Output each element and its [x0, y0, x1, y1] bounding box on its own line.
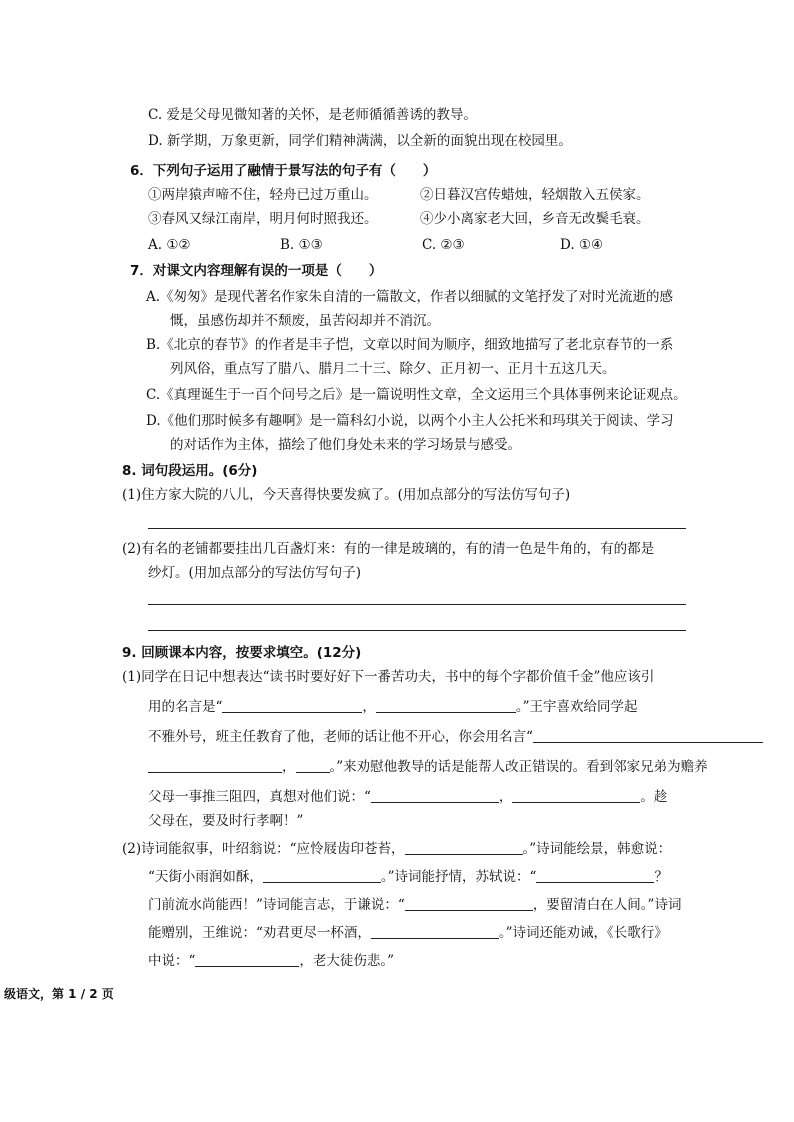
q9-part1-line2 — [148, 698, 638, 716]
q8-part2-answer-line-1[interactable] — [148, 604, 686, 605]
q8-part2-prompt-line2: 纱灯。(用加点部分的写法仿写句子) — [148, 565, 362, 581]
q9-blank-12[interactable] — [371, 924, 499, 939]
q6-sentence-3: ③春风又绿江南岸，明月何时照我还。 — [148, 211, 378, 227]
q9-part2-line4 — [148, 924, 668, 942]
q7-option-a-line1: A.《匆匆》是现代著名作家朱自清的一篇散文，作者以细腻的文笔抒发了对时光流逝的感 — [146, 289, 674, 305]
q9-blank-3[interactable] — [533, 728, 763, 743]
q9-text: 用的名言是“ — [148, 699, 223, 715]
q7-option-d-line2: 的对话作为主体，描绘了他们身处未来的学习场景与感受。 — [170, 437, 521, 453]
q9-text: (2)诗词能叙事，叶绍翁说：“应怜屐齿印苍苔， — [122, 841, 405, 857]
q9-part2-line5 — [148, 952, 394, 970]
q7-option-a-line2: 慨，虽感伤却并不颓废，虽苦闷却并不消沉。 — [170, 313, 440, 329]
q9-part2-line2 — [148, 868, 668, 886]
q7-option-c: C.《真理诞生于一百个问号之后》是一篇说明性文章，全文运用三个具体事例来论证观点。 — [146, 387, 687, 403]
q9-text: 。趁 — [640, 789, 668, 805]
q7-option-b-line2: 列风俗，重点写了腊八、腊月二十三、除夕、正月初一、正月十五这几天。 — [170, 361, 616, 377]
q9-part1-line6: 父母在，要及时行孝啊！” — [148, 813, 304, 829]
q9-text: ， — [282, 759, 296, 775]
q9-text: 门前流水尚能西！”诗词能言志，于谦说：“ — [148, 897, 405, 913]
q9-blank-9[interactable] — [263, 868, 381, 883]
q6-option-b: B. ①③ — [280, 237, 323, 253]
q9-blank-10[interactable] — [536, 868, 654, 883]
q9-text: ， — [498, 789, 513, 805]
q9-text: 不雅外号，班主任教育了他，老师的话让他不开心，你会用名言“ — [148, 729, 533, 745]
q6-sentence-2: ②日暮汉宫传蜡烛，轻烟散入五侯家。 — [420, 187, 650, 203]
q9-text: ？ — [654, 869, 668, 885]
q8-part2-prompt-line1: (2)有名的老铺都要挂出几百盏灯来：有的一律是玻璃的，有的清一色是牛角的，有的都是 — [122, 541, 655, 557]
q9-blank-4[interactable] — [148, 758, 282, 773]
q9-text: 。”来劝慰他教导的话是能帮人改正错误的。看到邻家兄弟为赡养 — [329, 759, 708, 775]
q9-part1-line1: (1)同学在日记中想表达“读书时要好好下一番苦功夫，书中的每个字都价值千金”他应该引 — [122, 669, 655, 685]
q9-text: 中说：“ — [148, 953, 196, 969]
q9-text: 。”王宇喜欢给同学起 — [515, 699, 638, 715]
q9-text: ，要留清白在人间。”诗词 — [532, 897, 682, 913]
q9-part2-line1 — [122, 840, 671, 858]
q6-sentence-4: ④少小离家老大回，乡音无改鬓毛衰。 — [420, 211, 650, 227]
q9-part1-line5 — [148, 788, 667, 806]
q6-option-c: C. ②③ — [422, 237, 465, 253]
q9-part2-line3 — [148, 896, 681, 914]
q9-blank-1[interactable] — [222, 698, 362, 713]
q8-part1-prompt: (1)住方家大院的八儿，今天喜得快要发疯了。(用加点部分的写法仿写句子) — [122, 487, 571, 503]
q9-blank-11[interactable] — [405, 896, 533, 911]
q6-sentence-1: ①两岸猿声啼不住，轻舟已过万重山。 — [148, 187, 378, 203]
q9-title: 9. 回顾课本内容，按要求填空。(12分) — [122, 645, 362, 661]
q9-blank-6[interactable] — [371, 788, 499, 803]
q6-title: 6．下列句子运用了融情于景写法的句子有（ ） — [130, 163, 437, 179]
q9-text: 。”诗词能绘景，韩愈说： — [522, 841, 672, 857]
q9-text: ，老大徒伤悲。” — [299, 953, 395, 969]
q9-text: “天街小雨润如酥， — [148, 869, 263, 885]
q9-blank-2[interactable] — [376, 698, 516, 713]
q9-text: 。”诗词还能劝诫，《长歌行》 — [498, 925, 668, 941]
q8-part2-answer-line-2[interactable] — [148, 630, 686, 631]
q7-option-d-line1: D.《他们那时候多有趣啊》是一篇科幻小说，以两个小主人公托米和玛琪关于阅读、学习 — [146, 413, 674, 429]
q6-option-a: A. ①② — [148, 237, 191, 253]
q9-blank-5[interactable] — [296, 758, 330, 773]
q6-option-d: D. ①④ — [560, 237, 604, 253]
page-footer: 级语文，第 1 / 2 页 — [4, 987, 114, 1001]
q9-blank-8[interactable] — [405, 840, 523, 855]
q9-blank-7[interactable] — [512, 788, 640, 803]
q5-option-d: D. 新学期，万象更新，同学们精神满满，以全新的面貌出现在校园里。 — [148, 133, 572, 149]
q9-part1-line4 — [148, 758, 708, 776]
q5-option-c: C. 爱是父母见微知著的关怀，是老师循循善诱的教导。 — [148, 107, 477, 123]
q9-part1-line3 — [148, 728, 763, 746]
q8-title: 8. 词句段运用。(6分) — [122, 463, 258, 479]
q9-text: 能赠别，王维说：“劝君更尽一杯酒， — [148, 925, 371, 941]
q9-text: 父母一事推三阻四，真想对他们说：“ — [148, 789, 371, 805]
q7-option-b-line1: B.《北京的春节》的作者是丰子恺，文章以时间为顺序，细致地描写了老北京春节的一系 — [146, 337, 674, 353]
q9-text: 。”诗词能抒情，苏轼说：“ — [380, 869, 537, 885]
q9-text: ， — [362, 699, 376, 715]
q8-part1-answer-line[interactable] — [148, 528, 686, 529]
q9-blank-13[interactable] — [195, 952, 299, 967]
q7-title: 7．对课文内容理解有误的一项是（ ） — [130, 263, 383, 279]
